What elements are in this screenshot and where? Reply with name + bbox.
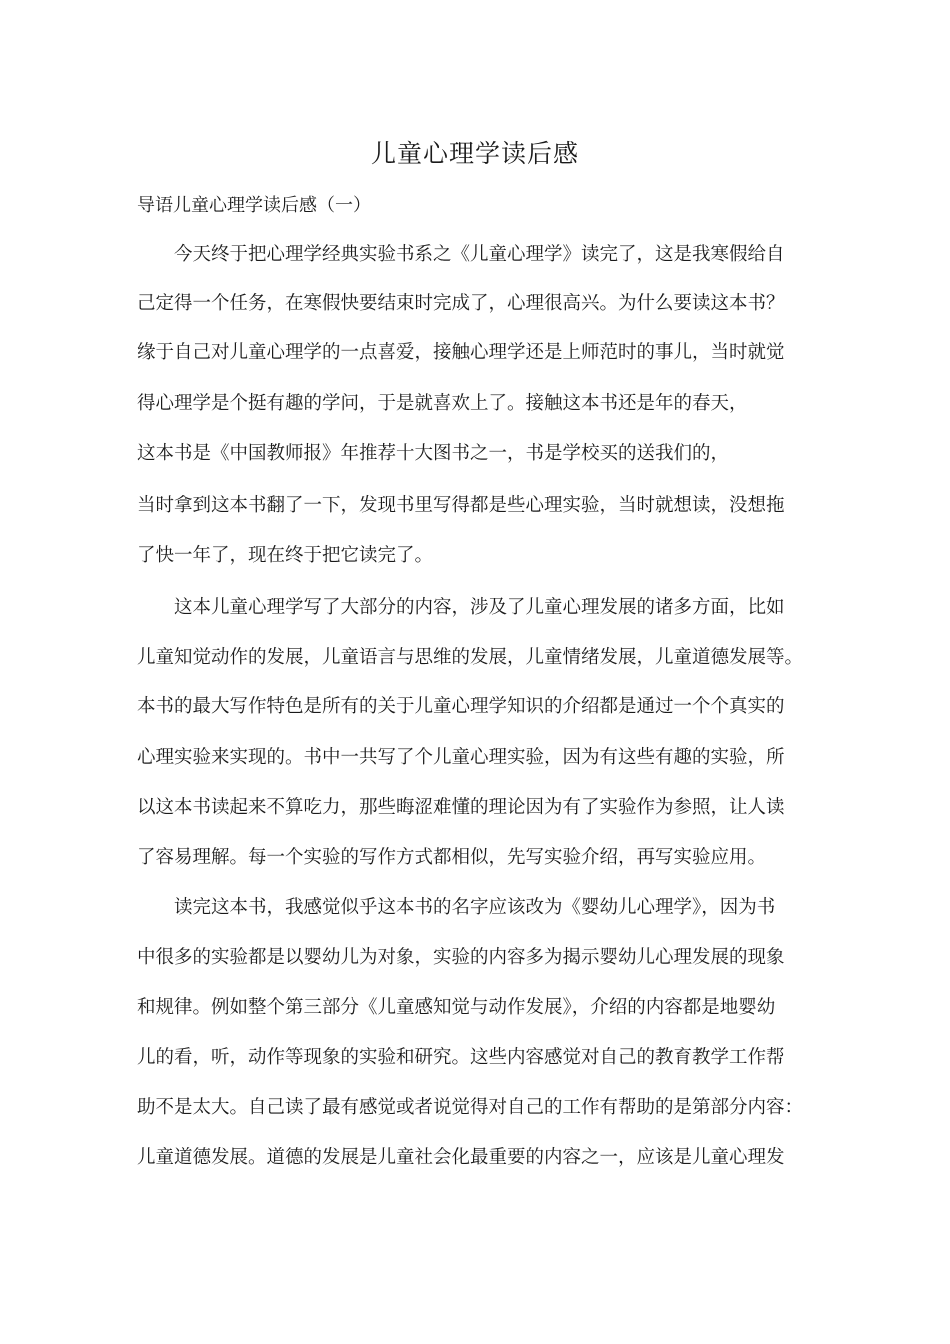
text-line: 己定得一个任务，在寒假快要结束时完成了，心理很高兴。为什么要读这本书？	[137, 293, 785, 314]
text-line: 这本儿童心理学写了大部分的内容，涉及了儿童心理发展的诸多方面，比如	[137, 597, 785, 618]
document-title: 儿童心理学读后感	[370, 139, 579, 168]
text-line: 中很多的实验都是以婴幼儿为对象，实验的内容多为揭示婴幼儿心理发展的现象	[137, 947, 785, 968]
text-line: 缘于自己对儿童心理学的一点喜爱，接触心理学还是上师范时的事儿，当时就觉	[137, 342, 785, 363]
text-line: 儿的看，听，动作等现象的实验和研究。这些内容感觉对自己的教育教学工作帮	[137, 1047, 785, 1068]
text-line: 今天终于把心理学经典实验书系之《儿童心理学》读完了，这是我寒假给自	[137, 244, 785, 265]
text-line: 儿童道德发展。道德的发展是儿童社会化最重要的内容之一，应该是儿童心理发	[137, 1147, 785, 1168]
text-line: 儿童知觉动作的发展，儿童语言与思维的发展，儿童情绪发展，儿童道德发展等。	[137, 647, 804, 668]
text-line: 了容易理解。每一个实验的写作方式都相似，先写实验介绍，再写实验应用。	[137, 847, 767, 868]
text-line: 得心理学是个挺有趣的学问，于是就喜欢上了。接触这本书还是年的春天，	[137, 393, 748, 414]
text-line: 心理实验来实现的。书中一共写了个儿童心理实验，因为有这些有趣的实验，所	[137, 747, 785, 768]
text-line: 这本书是《中国教师报》年推荐十大图书之一，书是学校买的送我们的，	[137, 443, 730, 464]
text-line: 读完这本书，我感觉似乎这本书的名字应该改为《婴幼儿心理学》，因为书	[137, 897, 776, 918]
text-line: 和规律。例如整个第三部分《儿童感知觉与动作发展》，介绍的内容都是地婴幼	[137, 997, 776, 1018]
document-subtitle: 导语儿童心理学读后感（一）	[137, 195, 371, 216]
text-line: 当时拿到这本书翻了一下，发现书里写得都是些心理实验，当时就想读，没想拖	[137, 495, 785, 516]
text-line: 本书的最大写作特色是所有的关于儿童心理学知识的介绍都是通过一个个真实的	[137, 696, 785, 717]
text-line: 了快一年了，现在终于把它读完了。	[137, 545, 434, 566]
text-line: 以这本书读起来不算吃力，那些晦涩难懂的理论因为有了实验作为参照，让人读	[137, 797, 785, 818]
text-line: 助不是太大。自己读了最有感觉或者说觉得对自己的工作有帮助的是第部分内容：	[137, 1097, 804, 1118]
